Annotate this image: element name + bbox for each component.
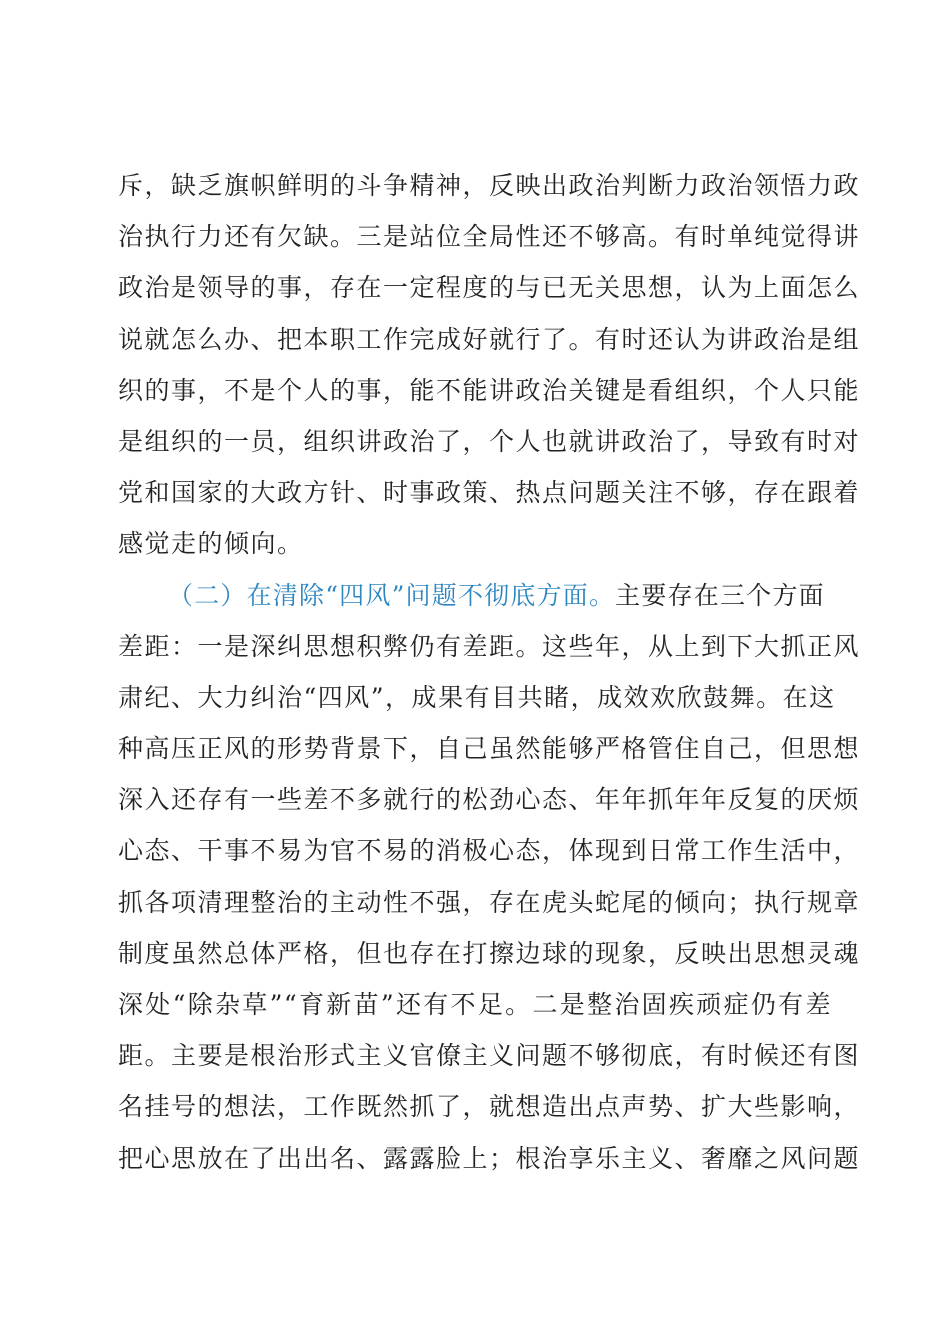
text-line: 说就怎么办、把本职工作完成好就行了。有时还认为讲政治是组 <box>118 324 861 354</box>
text-line: 心态、干事不易为官不易的消极心态，体现到日常工作生活中， <box>118 836 861 866</box>
text-line: 党和国家的大政方针、时事政策、热点问题关注不够，存在跟着 <box>118 478 861 508</box>
text-line: 深入还存有一些差不多就行的松劲心态、年年抓年年反复的厌烦 <box>118 785 861 815</box>
text-line: 名挂号的想法，工作既然抓了，就想造出点声势、扩大些影响， <box>118 1092 861 1122</box>
text-line: 制度虽然总体严格，但也存在打擦边球的现象，反映出思想灵魂 <box>118 938 861 968</box>
text-line: 种高压正风的形势背景下，自己虽然能够严格管住自己，但思想 <box>118 734 861 764</box>
text-line: 斥，缺乏旗帜鲜明的斗争精神，反映出政治判断力政治领悟力政 <box>118 171 861 200</box>
text-line: 是组织的一员，组织讲政治了，个人也就讲政治了，导致有时对 <box>118 426 861 456</box>
text-line: 肃纪、大力纠治“四风”，成果有目共睹，成效欢欣鼓舞。在这 <box>118 682 836 712</box>
text-line: 政治是领导的事，存在一定程度的与已无关思想，认为上面怎么 <box>118 273 861 303</box>
section-heading: （二）在清除“四风”问题不彻底方面。 <box>168 580 616 610</box>
text-line: 距。主要是根治形式主义官僚主义问题不够彻底，有时候还有图 <box>118 1041 861 1071</box>
text-line: 深处“除杂草”“育新苗”还有不足。二是整治固疾顽症仍有差 <box>118 990 832 1019</box>
text-line: 感觉走的倾向。 <box>118 529 304 559</box>
text-line: 织的事，不是个人的事，能不能讲政治关键是看组织，个人只能 <box>118 375 861 405</box>
text-line: 抓各项清理整治的主动性不强，存在虎头蛇尾的倾向；执行规章 <box>118 887 861 917</box>
text-line: 把心思放在了出出名、露露脸上；根治享乐主义、奢靡之风问题 <box>118 1143 861 1173</box>
text-line: 治执行力还有欠缺。三是站位全局性还不够高。有时单纯觉得讲 <box>118 222 861 252</box>
body-text <box>118 160 861 1184</box>
section-heading-continuation: 主要存在三个方面 <box>615 580 825 610</box>
section-heading-line <box>118 570 832 621</box>
text-line: 差距：一是深纠思想积弊仍有差距。这些年，从上到下大抓正风 <box>118 631 861 661</box>
